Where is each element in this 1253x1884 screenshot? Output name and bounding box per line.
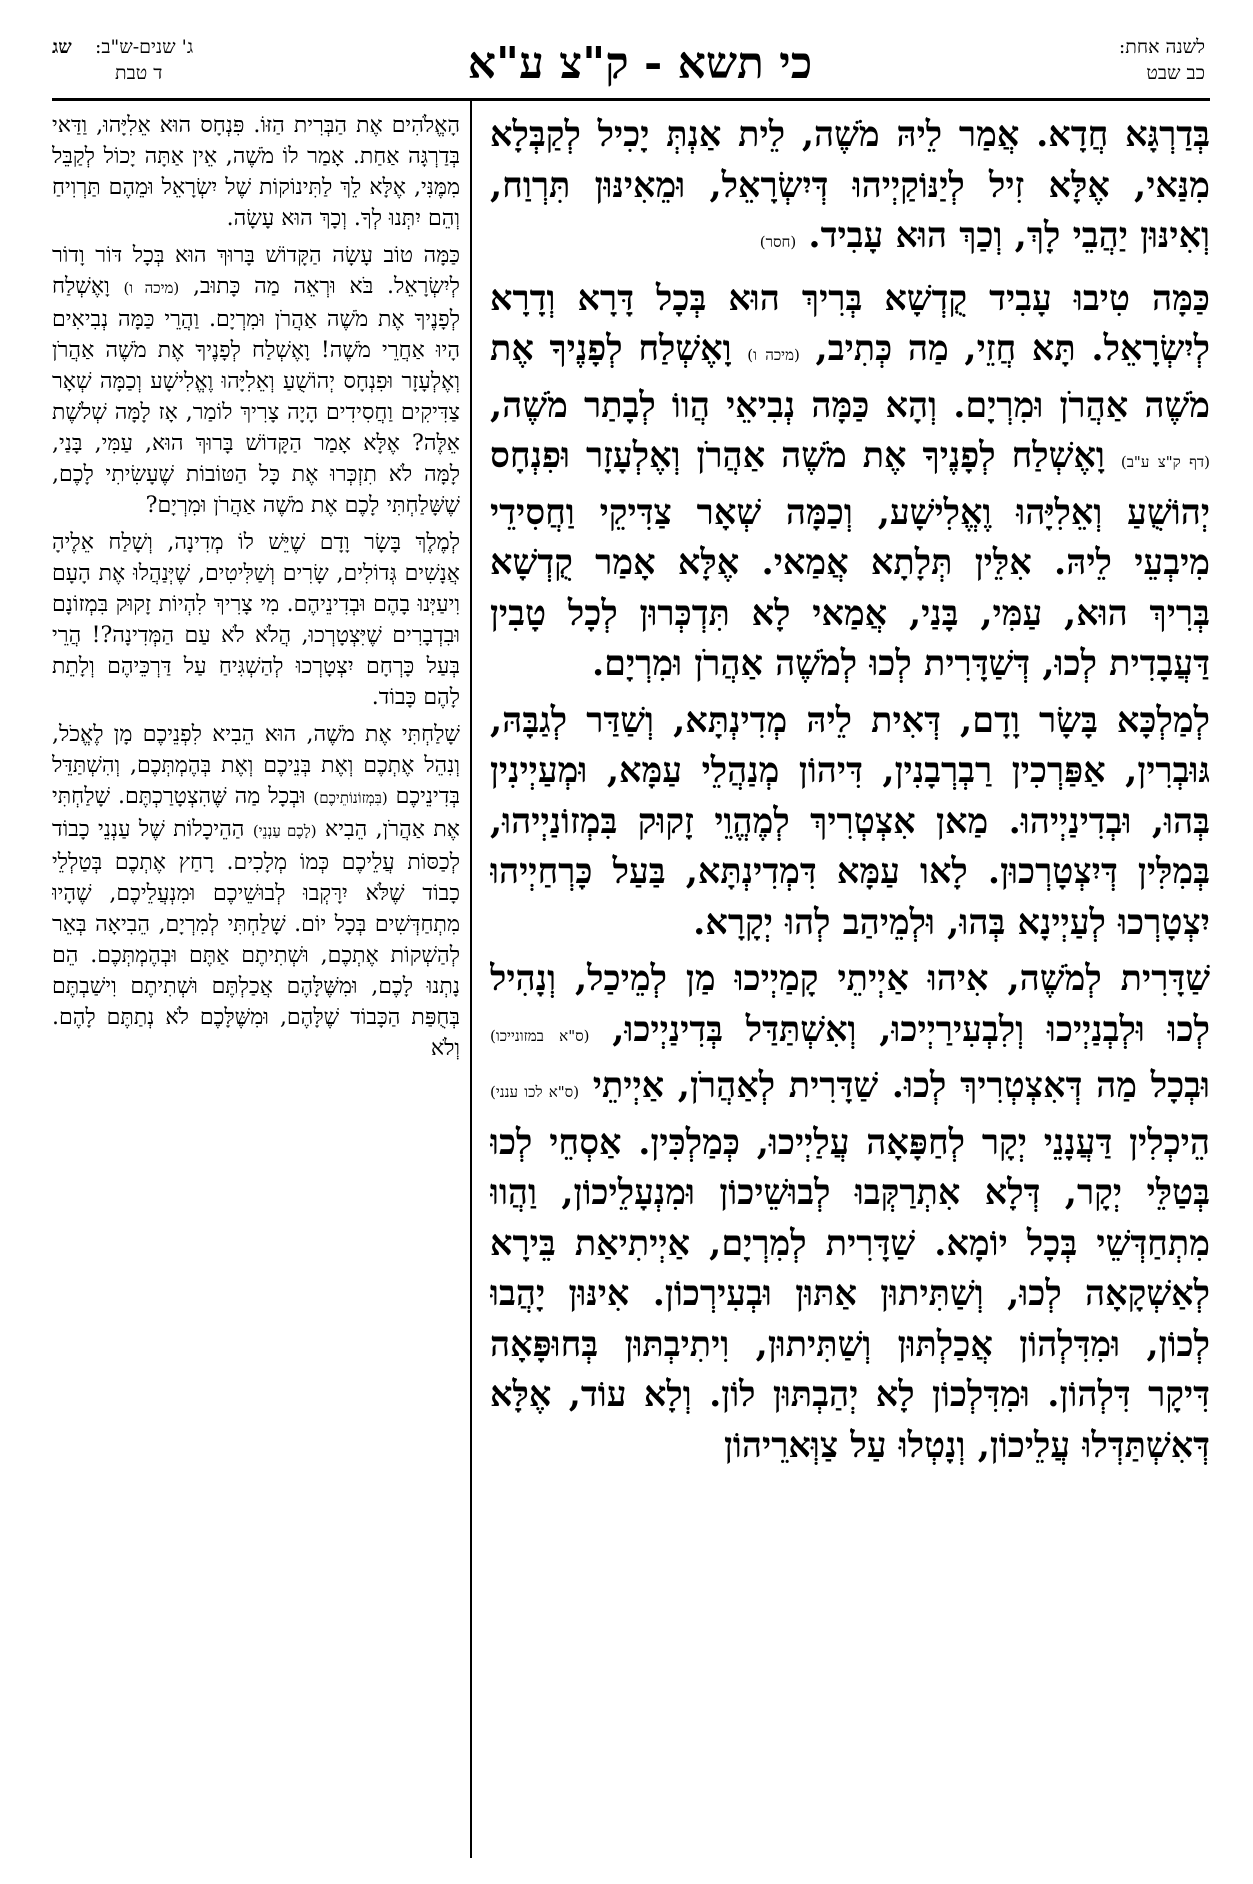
column-divider (470, 98, 472, 1858)
main-note-3: (דף ק"צ ע"ב) (1120, 453, 1210, 471)
header-left-line1: ג' שנים-ש"ב: (95, 36, 194, 58)
page-number: שג (52, 36, 72, 58)
side-note-3: (לָכֶם עַנְנֵי) (252, 822, 317, 840)
main-paragraph-4: שַׁדָּרִית לְמֹשֶׁה, אִיהוּ אַיְיתֵי קָמַיְיכוּ מַן לְמֵיכַל, וְנָהִיל לְכוּ וּלְבְנַיְיכוּ וְלִבְעִירַיְיכוּ, וְאִשְׁתַּדַּל בְּדִינַיְיכוּ, (ס"א במזונייכו) וּבְכָל מַה דְּאִצְטְרִיךְ לְכוּ. שַׁדָּרִית לְאַהֲרֹן, אַיְיתֵי (ס"א לכו ענני) הֵיכְלִין דַּעֲנָנֵי יְקָר לְחַפָּאָה עֲלַיְיכוּ, כְּמַלְכִּין. אַסְחֵי לְכוּ בְּטַלֵּי יְקָר, דְּלָא אִתְרַקְּבוּ לְבוּשֵׁיכוֹן וּמִנְעָלֵיכוֹן, וַהֲווּ מִתְחַדְּשֵׁי בְּכָל יוֹמָא. שַׁדָּרִית לְמִרְיָם, אַיְיתִיאַת בֵּירָא לְאַשְׁקָאָה לְכוּ, וְשַׁתִּיתוּן אַתּוּן וּבְעִירְכוֹן. אִינּוּן יָהֲבוּ לְכוֹן, וּמִדִּלְהוֹן אֲכַלְתּוּן וְשַׁתִּיתוּן, וִיתִיבְתּוּן בְּחוּפָּאָה דִּיקָר דִּלְהוֹן. וּמִדִּלְכוֹן לָא יְהַבְתּוּן לוֹן. וְלָא עוֹד, אֶלָּא דְּאִשְׁתַּדְּלוּ עֲלֵיכוֹן, וְנָטְלוּ עַל צַוְּארֵיהוֹן (490, 958, 1210, 1466)
main-paragraph-1: בְּדַרְגָּא חֲדָא. אֲמַר לֵיהּ מֹשֶׁה, לֵית אַנְתְּ יָכִיל לְקַבְּלָא מִנַּאי, אֶלָּא זִיל לְיַנּוֹקַיְיהוּ דְּיִשְׂרָאֵל, וּמֵאִינּוּן תִּרְוַח, וְאִינּוּן יַהֲבֵי לָךְ, וְכַךְ הוּא עָבִיד. (חסר) (490, 114, 1210, 256)
side-paragraph-4: שָׁלַחְתִּי אֶת מֹשֶׁה, הוּא הֵבִיא לִפְנֵיכֶם מָן לֶאֱכֹל, וְנִהֵל אֶתְכֶם וְאֶת בְּנֵיכֶם וְאֶת בְּהֶמְתְּכֶם, וְהִשְׁתַּדֵּל בְּדִינֵיכֶם (בִּמְזוֹנוֹתֵיכֶם) וּבְכָל מַה שֶּׁהִצְטָרַכְתֶּם. שָׁלַחְתִּי אֶת אַהֲרֹן, הֵבִיא (לָכֶם עַנְנֵי) הַהֵיכָלוֹת שֶׁל עַנְנֵי כָבוֹד לְכַסּוֹת עֲלֵיכֶם כְּמוֹ מְלָכִים. רָחַץ אֶתְכֶם בְּטַלְלֵי כָבוֹד שֶׁלֹּא יִרָּקְבוּ לְבוּשֵׁיכֶם וּמִנְעֲלֵיכֶם, שֶׁהָיוּ מִתְחַדְּשִׁים בְּכָל יוֹם. שָׁלַחְתִּי לְמִרְיָם, הֵבִיאָה בְּאֵר לְהַשְׁקוֹת אֶתְכֶם, וּשְׁתִיתֶם אַתֶּם וּבְהֶמְתְּכֶם. הֵם נָתְנוּ לָכֶם, וּמִשֶּׁלָּהֶם אֲכַלְתֶּם וּשְׁתִיתֶם וִישַׁבְתֶּם בְּחֻפַּת הַכָּבוֹד שֶׁלָּהֶם, וּמִשֶּׁלָּכֶם לֹא נְתַתֶּם לָהֶם. וְלֹא (52, 722, 460, 1061)
main-note-5: (ס"א לכו ענני) (490, 1083, 580, 1101)
side-paragraph-3: לְמֶלֶךְ בָּשָׂר וָדָם שֶׁיֵּשׁ לוֹ מְדִינָה, וְשָׁלַח אֵלֶיהָ אֲנָשִׁים גְּדוֹלִים, שָׂרִים וְשַׁלִּיטִים, שֶׁיְּנַהֲלוּ אֶת הָעָם וִיעַיְּנוּ בָהֶם וּבְדִינֵיהֶם. מִי צָרִיךְ לִהְיוֹת זָקוּק בִּמְזוֹנָם וּבִדְבָרִים שֶׁיִּצְטָרְכוּ, הֲלֹא לֹא עַם הַמְּדִינָה?! הֲרֵי בְּעַל כָּרְחָם יִצְטָרְכוּ לְהַשְׁגִּיחַ עַל דַּרְכֵּיהֶם וְלָתֵת לָהֶם כָּבוֹד. (52, 530, 460, 710)
side-note-2: (בִּמְזוֹנוֹתֵיכֶם) (313, 789, 388, 807)
main-column (490, 110, 1210, 1860)
main-note-1: (חסר) (759, 233, 797, 251)
header-right-line1: לשנה אחת: (1118, 36, 1205, 58)
header-left-line2: ד טבת (115, 62, 163, 84)
translation-column (52, 110, 460, 1860)
main-paragraph-3: לְמַלְכָּא בָּשָׂר וָדָם, דְּאִית לֵיהּ מְדִינְתָּא, וְשַׁדַּר לְגַבָּהּ, גּוּבְרִין, אַפַּרְכִין רַבְרְבָנִין, דִּיהוֹן מְנַהֲלֵי עַמָּא, וּמְעַיְינִין בְּהוּ, וּבְדִינַיְיהוּ. מַאן אִצְטְרִיךְ לְמֶהֱוֵי זָקוּק בִּמְזוֹנַיְיהוּ, בְּמִלִּין דְּיִצְטָרְכוּן. לָאו עַמָּא דִּמְדִינְתָּא, בַּעַל כָּרְחַיְיהוּ יִצְטָרְכוּ לְעַיְינָא בְּהוּ, וּלְמֵיהַב לְהוּ יְקָרָא. (490, 699, 1210, 943)
page-title: כי תשא - ק"צ ע"א (467, 38, 813, 89)
side-paragraph-1: הָאֱלֹהִים אֶת הַבְּרִית הַזּוֹ. פִּנְחָס הוּא אֵלִיָּהוּ, וַדַּאי בְּדַרְגָּה אַחַת. אָמַר לוֹ מֹשֶׁה, אֵין אַתָּה יָכוֹל לְקַבֵּל מִמֶּנִּי, אֶלָּא לֵךְ לַתִּינוֹקוֹת שֶׁל יִשְׂרָאֵל וּמֵהֶם תַּרְוִיחַ וְהֵם יִתְּנוּ לְךָ. וְכָךְ הוּא עָשָׂה. (52, 113, 460, 231)
side-note-1: (מיכה ו) (123, 279, 180, 297)
main-paragraph-2: כַּמָּה טִיבוּ עָבִיד קֻדְשָׁא בְּרִיךְ הוּא בְּכָל דָּרָא וְדָרָא לְיִשְׂרָאֵל. תָּא חֲזֵי, מַה כְּתִיב, (מיכה ו) וָאֶשְׁלַח לְפָנֶיךָ אֶת מֹשֶׁה אַהֲרֹן וּמִרְיָם. וְהָא כַּמָּה נְבִיאֵי הֲווֹ לְבָתַר מֹשֶׁה, (דף ק"צ ע"ב) וָאֶשְׁלַח לְפָנֶיךָ אֶת מֹשֶׁה אַהֲרֹן וְאֶלְעָזָר וּפִנְחָס יְהוֹשֻׁעַ וְאֵלִיָּהוּ וֶאֱלִישָׁע, וְכַמָּה שְׁאָר צַדִּיקֵי וַחֲסִידֵי מִיבְעֵי לֵיהּ. אִלֵּין תְּלָתָא אֲמַאי. אֶלָּא אָמַר קֻדְשָׁא בְּרִיךְ הוּא, עַמִּי, בָּנַי, אֲמַאי לָא תִּדְכְּרוּן לְכָל טָבִין דַּעֲבָדִית לְכוּ, דְּשַׁדָּרִית לְכוּ לְמֹשֶׁה אַהֲרֹן וּמִרְיָם. (490, 277, 1210, 684)
header-divider (52, 98, 1210, 101)
main-note-4: (ס"א במזונייכו) (490, 1026, 590, 1045)
header-right-line2: כב שבט (1146, 62, 1205, 84)
side-paragraph-2: כַּמָּה טוֹב עָשָׂה הַקָּדוֹשׁ בָּרוּךְ הוּא בְּכָל דּוֹר וָדוֹר לְיִשְׂרָאֵל. בֹּא וּרְאֵה מַה כָּתוּב, (מיכה ו) וָאֶשְׁלַח לְפָנֶיךָ אֶת מֹשֶׁה אַהֲרֹן וּמִרְיָם. וַהֲרֵי כַּמָּה נְבִיאִים הָיוּ אַחֲרֵי מֹשֶׁה! וָאֶשְׁלַח לְפָנֶיךָ אֶת מֹשֶׁה אַהֲרֹן וְאֶלְעָזָר וּפִנְחָס יְהוֹשֻׁעַ וְאֵלִיָּהוּ וֶאֱלִישָׁע וְכַמָּה שְׁאָר צַדִּיקִים וַחֲסִידִים הָיָה צָרִיךְ לוֹמַר, אָז לָמָּה שְׁלֹשֶׁת אֵלֶּה? אֶלָּא אָמַר הַקָּדוֹשׁ בָּרוּךְ הוּא, עַמִּי, בָּנַי, לָמָּה לֹא תִזְכְּרוּ אֶת כָּל הַטּוֹבוֹת שֶׁעָשִׂיתִי לָכֶם, שֶׁשָּׁלַחְתִּי לָכֶם אֶת מֹשֶׁה אַהֲרֹן וּמִרְיָם? (52, 243, 460, 518)
main-note-2: (מיכה ו) (747, 346, 800, 364)
